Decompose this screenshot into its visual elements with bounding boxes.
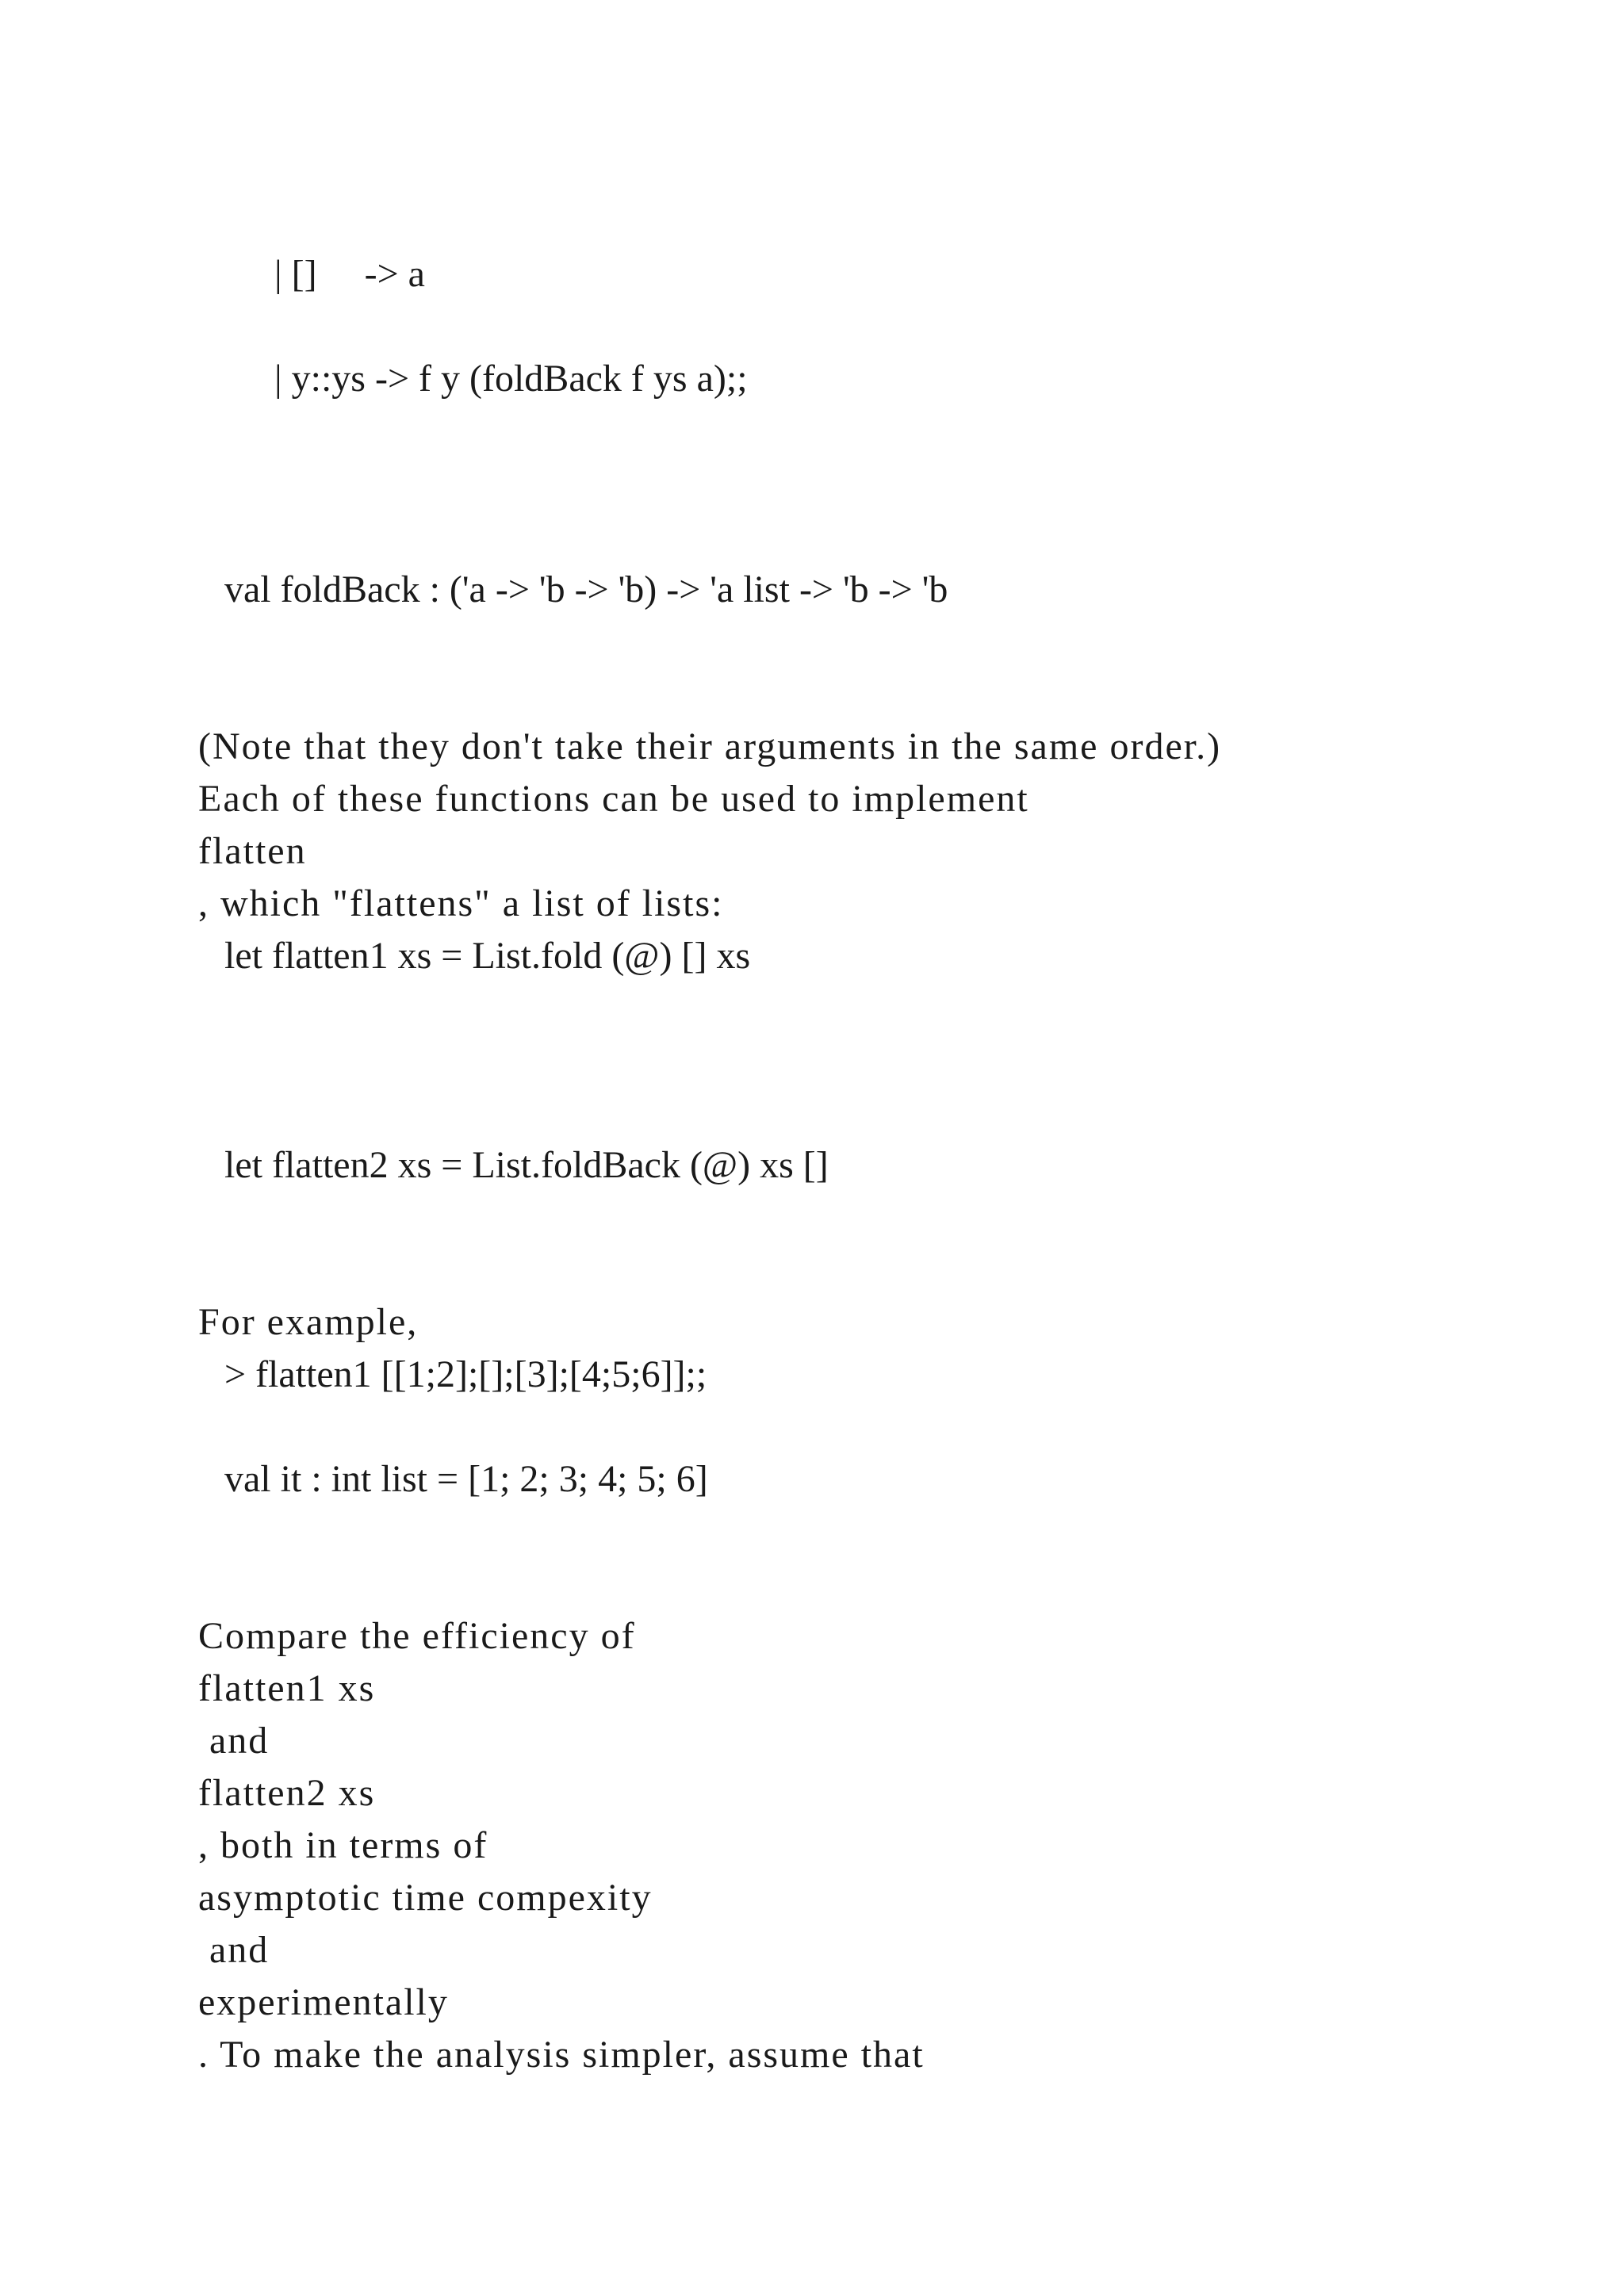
code-pattern-cons: | y::ys -> f y (foldBack f ys a);; <box>274 358 748 400</box>
text-compare-efficiency: Compare the efficiency of <box>198 1615 636 1657</box>
code-repl-output: val it : int list = [1; 2; 3; 4; 5; 6] <box>224 1458 708 1500</box>
text-and-2: and <box>198 1929 270 1971</box>
code-flatten2-def: let flatten2 xs = List.foldBack (@) xs [] <box>224 1144 829 1186</box>
text-each-function: Each of these functions can be used to implement <box>198 778 1029 820</box>
note-argument-order: (Note that they don't take their arguments in the same order.) <box>198 725 1222 767</box>
text-asymptotic-complexity: asymptotic time compexity <box>198 1877 653 1919</box>
text-both-in-terms: , both in terms of <box>198 1824 488 1866</box>
text-experimentally: experimentally <box>198 1981 449 2023</box>
code-flatten1-def: let flatten1 xs = List.fold (@) [] xs <box>224 935 751 977</box>
text-flatten2-xs: flatten2 xs <box>198 1772 376 1814</box>
text-flattens-desc: , which "flattens" a list of lists: <box>198 882 724 924</box>
code-pattern-empty: | [] -> a <box>274 253 425 295</box>
text-and-1: and <box>198 1720 270 1762</box>
text-flatten-term: flatten <box>198 830 307 872</box>
code-repl-input: > flatten1 [[1;2];[];[3];[4;5;6]];; <box>224 1353 707 1395</box>
text-for-example: For example, <box>198 1301 419 1343</box>
text-analysis-simpler: . To make the analysis simpler, assume that <box>198 2034 925 2076</box>
text-flatten1-xs: flatten1 xs <box>198 1667 376 1709</box>
code-foldback-signature: val foldBack : ('a -> 'b -> 'b) -> 'a list -> 'b -> 'b <box>224 568 948 610</box>
